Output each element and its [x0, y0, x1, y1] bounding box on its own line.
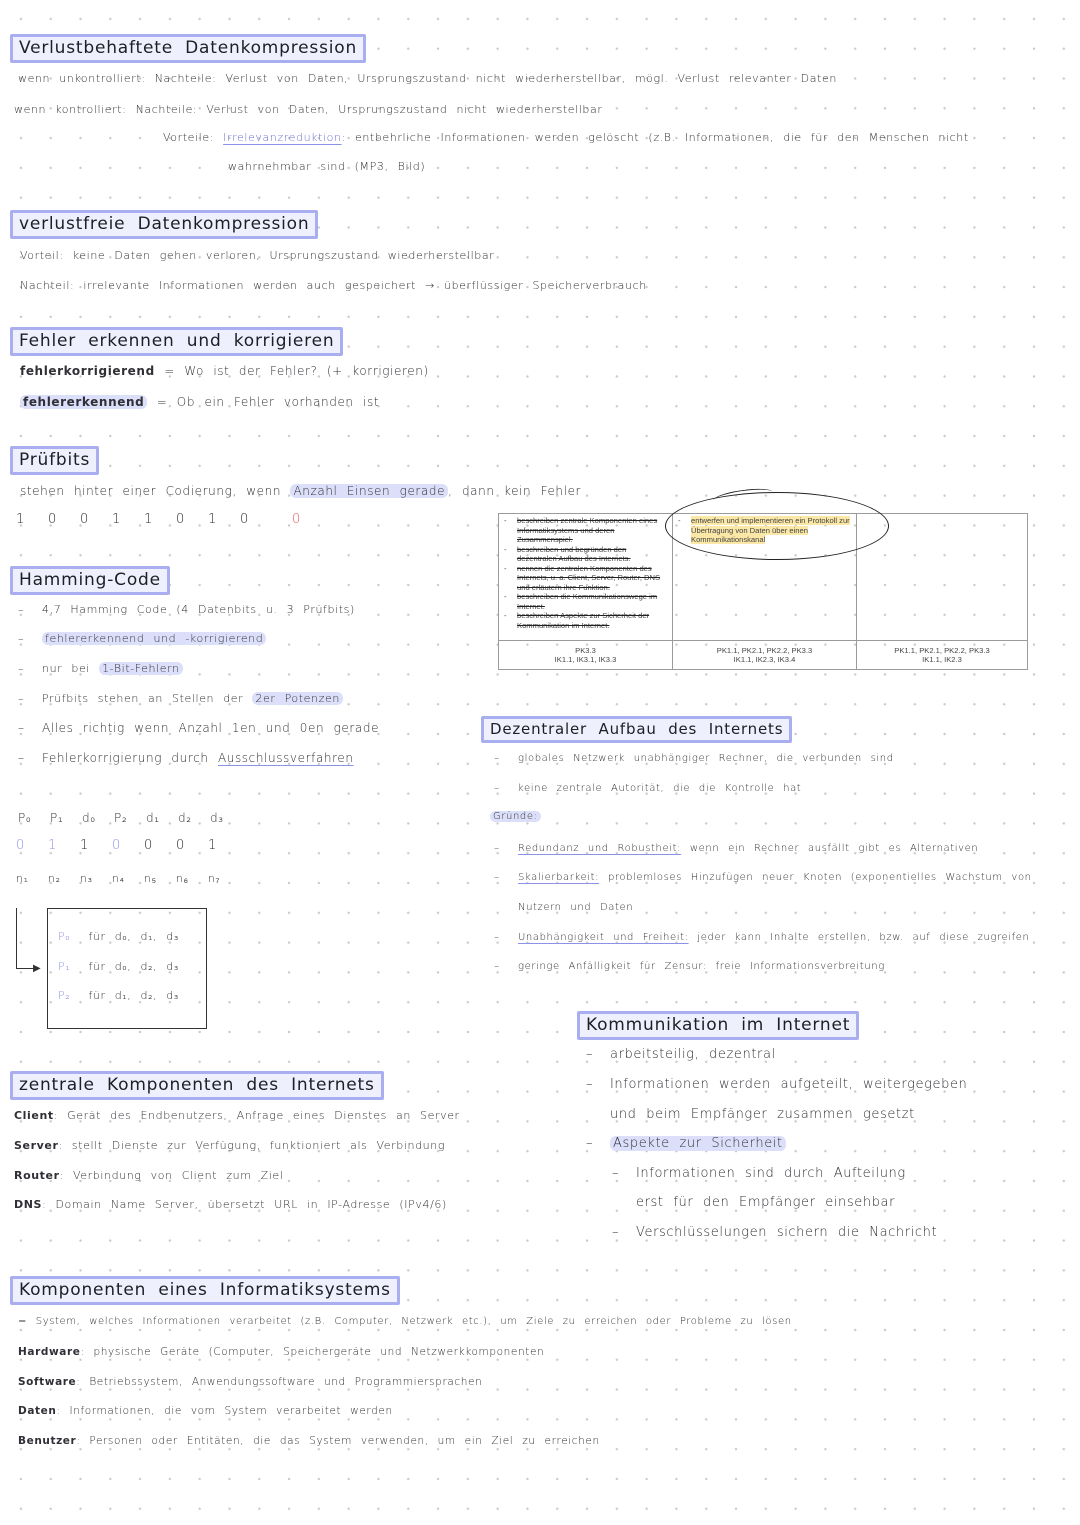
curriculum-item-highlighted: entwerfen und implementieren ein Protokoll zur Übertragung von Daten über einen Kommunikationskanal	[691, 516, 850, 544]
footer-ik: IK1.1, IK2.3, IK3.4	[733, 655, 796, 664]
label: P₁	[50, 811, 64, 825]
coverage-row	[58, 989, 179, 1002]
advantages-text: : entbehrliche Informationen werden gelöscht (z.B. Informationen, die für den Menschen nicht	[341, 131, 969, 144]
security-item: – Informationen sind durch Aufteilung	[612, 1166, 906, 1181]
system-users	[18, 1435, 600, 1447]
advantages-label: Vorteile:	[163, 131, 214, 144]
arrow-line	[16, 908, 17, 968]
reason-item: – Skalierbarkeit: problemloses Hinzufügen neuer Knoten (exponentielles Wachstum von	[494, 872, 1032, 883]
position: n₆	[176, 872, 189, 885]
def: : stellt Dienste zur Verfügung, funktioniert als Verbindung	[58, 1139, 446, 1152]
heading-system-components: Komponenten eines Informatiksystems	[10, 1276, 400, 1305]
bullet-text: globales Netzwerk unabhängiger Rechner, die verbunden sind	[518, 753, 894, 764]
coverage-row	[58, 930, 179, 943]
coverage-text: für d₁, d₂, d₃	[88, 989, 179, 1002]
decentral-bullet: – keine zentrale Autorität, die die Kontrolle hat	[494, 783, 802, 794]
def: : Informationen, die vom System verarbeitet werden	[56, 1405, 393, 1417]
curriculum-item-text: beschreiben Aspekte zur Sicherheit der Kommunikation im Internet.	[517, 611, 650, 630]
curriculum-footer-2	[673, 641, 857, 670]
curriculum-item: - beschreiben zentrale Komponenten eines Informatiksystems und deren Zusammenspiel.	[517, 516, 668, 545]
bit: 0	[80, 512, 89, 527]
security-aspects: – Aspekte zur Sicherheit	[586, 1136, 786, 1151]
term-error-correcting: fehlerkorrigierend	[20, 364, 155, 378]
def: : Domain Name Server, übersetzt URL in IP-Adresse (IPv4/6)	[42, 1198, 447, 1211]
def-error-correcting: = Wo ist der Fehler? (+ korrigieren)	[164, 364, 429, 378]
def: : physische Geräte (Computer, Speichergeräte und Netzwerkkomponenten	[80, 1346, 545, 1358]
reason-term: Skalierbarkeit:	[518, 872, 600, 883]
reason-text: wenn ein Rechner ausfällt gibt es Alternativen	[689, 843, 979, 854]
bullet-text: Alles richtig wenn Anzahl 1en und 0en gerade	[42, 721, 380, 735]
curriculum-footer-1	[499, 641, 673, 670]
coverage-parity: P₀	[58, 930, 71, 943]
bit: 0	[240, 512, 249, 527]
system-intro: = System, welches Informationen verarbeitet (z.B. Computer, Netzwerk etc.), um Ziele zu erreichen oder Probleme zu lösen	[18, 1316, 792, 1327]
reason-text: problemloses Hinzufügen neuer Knoten (exponentielles Wachstum von	[607, 872, 1032, 883]
parity-example-bits	[16, 512, 324, 527]
footer-ik: IK1.1, IK2.3	[922, 655, 962, 664]
bullet-text: Prüfbits stehen an Stellen der	[42, 692, 253, 705]
bit: 1	[112, 512, 121, 527]
decentral-bullet: – globales Netzwerk unabhängiger Rechner, die verbunden sind	[494, 753, 894, 764]
bit: 1	[144, 512, 153, 527]
term: Daten	[18, 1405, 57, 1417]
security-text: Informationen sind durch Aufteilung	[636, 1166, 906, 1181]
irrelevance-reduction-term: Irrelevanzreduktion	[223, 131, 342, 144]
lossless-disadvantage: Nachteil: irrelevante Informationen werden auch gespeichert → überflüssiger Speicherverbrauch	[20, 279, 647, 292]
def-error-detecting: = Ob ein Fehler vorhanden ist	[156, 395, 380, 409]
position: n₃	[80, 872, 93, 885]
lossless-advantage: Vorteil: keine Daten gehen verloren, Ursprungszustand wiederherstellbar	[20, 249, 495, 262]
heading-internet-components: zentrale Komponenten des Internets	[10, 1071, 384, 1100]
curriculum-item	[517, 592, 668, 611]
bit: 1	[16, 512, 25, 527]
bullet-text: nur bei	[42, 662, 100, 675]
curriculum-item	[517, 611, 668, 630]
value: 0	[144, 838, 153, 853]
hamming-values-row	[16, 838, 240, 853]
system-hardware	[18, 1346, 544, 1358]
position: n₂	[48, 872, 61, 885]
heading-parity-bits: Prüfbits	[10, 446, 99, 475]
reason-item-cont: Nutzern und Daten	[518, 902, 634, 913]
bit: 1	[208, 512, 217, 527]
bullet-highlight: Ausschlussverfahren	[217, 751, 354, 765]
position: n₅	[144, 872, 157, 885]
position: n₄	[112, 872, 125, 885]
hamming-bullet: – Prüfbits stehen an Stellen der 2er Potenzen	[18, 692, 343, 705]
term: Hardware	[18, 1346, 81, 1358]
def: : Betriebssystem, Anwendungssoftware und Programmiersprachen	[76, 1376, 483, 1388]
reason-text: jeder kann Inhalte erstellen, bzw. auf diese zugreifen	[697, 932, 1030, 943]
component-dns	[14, 1198, 447, 1211]
curriculum-item: - nennen die zentralen Komponenten des Internets, u. a. Client, Server, Router, DNS und erläutern ihre Funktion.	[517, 564, 668, 593]
bit: 0	[48, 512, 57, 527]
term: Benutzer	[18, 1435, 77, 1447]
heading-decentral-internet: Dezentraler Aufbau des Internets	[481, 716, 792, 743]
label: d₃	[210, 811, 224, 825]
hamming-bullet: – Fehlerkorrigierung durch Ausschlussverfahren	[18, 751, 354, 765]
position: n₁	[16, 872, 29, 885]
term: Server	[14, 1139, 59, 1152]
bullet-text: arbeitsteilig, dezentral	[610, 1047, 776, 1062]
security-label: Aspekte zur Sicherheit	[610, 1136, 786, 1151]
coverage-parity: P₂	[58, 989, 71, 1002]
communication-bullet: – Informationen werden aufgeteilt, weitergegeben	[586, 1077, 968, 1092]
hamming-bullet: – nur bei 1-Bit-Fehlern	[18, 662, 183, 675]
bit: 0	[176, 512, 185, 527]
position: n₇	[208, 872, 220, 885]
value: 1	[208, 838, 217, 853]
value: 0	[112, 838, 121, 853]
parity-bit: 0	[292, 512, 301, 527]
hamming-bullet: – Alles richtig wenn Anzahl 1en und 0en gerade	[18, 721, 380, 735]
reason-item: – Unabhängigkeit und Freiheit: jeder kann Inhalte erstellen, bzw. auf diese zugreifen	[494, 932, 1030, 943]
error-detecting-def	[20, 395, 379, 409]
def: : Verbindung von Client zum Ziel	[59, 1169, 284, 1182]
bullet-highlight: 2er Potenzen	[252, 692, 343, 705]
hand-drawn-circle	[665, 492, 889, 560]
parity-desc-pre: stehen hinter einer Codierung, wenn	[20, 484, 282, 498]
bullet-highlight: 1-Bit-Fehlern	[99, 662, 183, 675]
heading-lossless-compression: verlustfreie Datenkompression	[10, 210, 318, 239]
coverage-text: für d₀, d₁, d₃	[88, 930, 179, 943]
footer-pk: PK3.3	[575, 646, 596, 655]
coverage-text: für d₀, d₂, d₃	[88, 960, 179, 973]
reason-text: freie Informationsverbreitung	[715, 961, 885, 972]
hamming-positions-row	[16, 872, 240, 885]
coverage-row	[58, 960, 179, 973]
term-error-detecting: fehlererkennend	[20, 395, 147, 409]
reasons-label	[490, 811, 541, 822]
label: P₂	[114, 811, 128, 825]
value: 1	[48, 838, 57, 853]
security-item: – Verschlüsselungen sichern die Nachricht	[612, 1225, 938, 1240]
reason-item: – geringe Anfälligkeit für Zensur: freie Informationsverbreitung	[494, 961, 885, 972]
value: 0	[176, 838, 185, 853]
label: P₀	[18, 811, 32, 825]
hamming-bullet: – 4,7 Hamming Code (4 Datenbits u. 3 Prüfbits)	[18, 603, 355, 616]
system-data	[18, 1405, 393, 1417]
communication-bullet: – arbeitsteilig, dezentral	[586, 1047, 776, 1062]
heading-internet-communication: Kommunikation im Internet	[577, 1011, 859, 1040]
bullet-highlight: fehlererkennend und -korrigierend	[42, 632, 266, 645]
lossy-advantages-cont: wahrnehmbar sind (MP3, Bild)	[228, 160, 426, 173]
term: DNS	[14, 1198, 43, 1211]
bullet-text: Fehlerkorrigierung durch	[42, 751, 218, 765]
communication-bullet-cont: und beim Empfänger zusammen gesetzt	[610, 1107, 915, 1122]
system-software	[18, 1376, 482, 1388]
parity-desc-highlight: Anzahl Einsen gerade	[290, 484, 448, 498]
bullet-text: Informationen werden aufgeteilt, weitergegeben	[610, 1077, 968, 1092]
curriculum-footer-3	[857, 641, 1028, 670]
heading-hamming-code: Hamming-Code	[10, 566, 170, 595]
footer-pk: PK1.1, PK2.1, PK2.2, PK3.3	[894, 646, 990, 655]
def: : Gerät des Endbenutzers, Anfrage eines Dienstes an Server	[53, 1109, 460, 1122]
curriculum-col-1	[499, 514, 673, 641]
component-router	[14, 1169, 283, 1182]
security-text: Verschlüsselungen sichern die Nachricht	[636, 1225, 938, 1240]
error-correcting-def	[20, 364, 429, 378]
heading-lossy-compression: Verlustbehaftete Datenkompression	[10, 34, 366, 63]
curriculum-item-text: beschreiben und begründen den dezentralen Aufbau des Internets.	[517, 544, 631, 563]
parity-desc-post: , dann kein Fehler	[448, 484, 582, 498]
hamming-bullet: – fehlererkennend und -korrigierend	[18, 632, 266, 645]
heading-error-detection: Fehler erkennen und korrigieren	[10, 327, 343, 356]
reason-term: Redundanz und Robustheit:	[518, 843, 682, 854]
footer-pk: PK1.1, PK2.1, PK2.2, PK3.3	[716, 646, 813, 655]
reason-item: – Redundanz und Robustheit: wenn ein Rechner ausfällt gibt es Alternativen	[494, 843, 979, 854]
value: 0	[16, 838, 25, 853]
bullet-text: 4,7 Hamming Code (4 Datenbits u. 3 Prüfbits)	[42, 603, 355, 616]
security-item-cont: erst für den Empfänger einsehbar	[636, 1195, 896, 1210]
parity-description	[20, 484, 581, 498]
reasons-label-text: Gründe:	[490, 811, 541, 822]
label: d₀	[82, 811, 96, 825]
lossy-line-controlled: wenn kontrolliert: Nachteile: Verlust von Daten, Ursprungszustand nicht wiederherstellbar	[14, 103, 603, 116]
curriculum-item-text: beschreiben die Kommunikationswege im Internet.	[517, 592, 658, 611]
label: d₂	[178, 811, 192, 825]
value: 1	[80, 838, 89, 853]
arrow-right-icon: ▶	[33, 963, 41, 974]
curriculum-item	[517, 545, 668, 564]
component-client	[14, 1109, 460, 1122]
coverage-parity: P₁	[58, 960, 71, 973]
term: Client	[14, 1109, 54, 1122]
term: Software	[18, 1376, 77, 1388]
reason-term: geringe Anfälligkeit für Zensur:	[518, 961, 707, 972]
hamming-labels-row	[18, 811, 242, 825]
reason-term: Unabhängigkeit und Freiheit:	[518, 932, 689, 943]
component-server	[14, 1139, 445, 1152]
bullet-text: keine zentrale Autorität, die die Kontrolle hat	[518, 783, 802, 794]
term: Router	[14, 1169, 60, 1182]
lossy-advantages	[163, 131, 969, 144]
footer-ik: IK1.1, IK3.1, IK3.3	[554, 655, 617, 664]
label: d₁	[146, 811, 160, 825]
lossy-line-uncontrolled: wenn unkontrolliert: Nachteile: Verlust von Daten, Ursprungszustand nicht wiederherstellbar, mögl. Verlust relevanter Daten	[18, 72, 837, 85]
def: : Personen oder Entitäten, die das System verwenden, um ein Ziel zu erreichen	[76, 1435, 600, 1447]
